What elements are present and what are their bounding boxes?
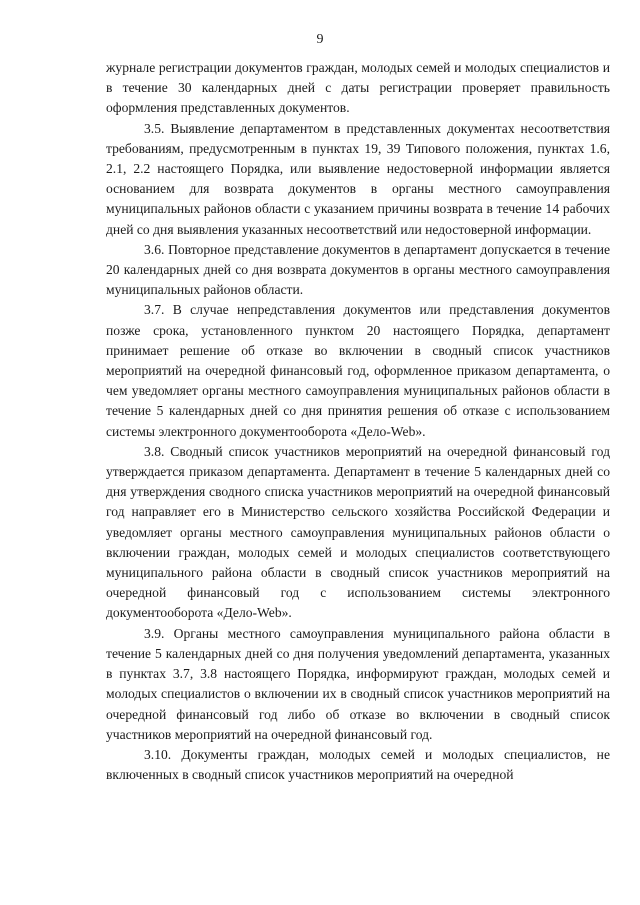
paragraph-3-8: 3.8. Сводный список участников мероприятий на очередной финансовый год утверждается приказом департамента. Департамент в течение 5 календарных дней со дня утверждения сводного списка участников мероприятий на очередной финансовый год направляет его в Министерство сельского хозяйства Российской Федерации и уведомляет органы местного самоуправления муниципальных районов области о включении граждан, молодых семей и молодых специалистов соответствующего муниципального района области в сводный список участников мероприятий на очередной финансовый год с использованием системы электронного документооборота «Дело-Web». [106,443,610,621]
paragraph-3-7: 3.7. В случае непредставления документов или представления документов позже срока, установленного пунктом 20 настоящего Порядка, департамент принимает решение об отказе во включении в сводный список участников мероприятий на очередной финансовый год, оформленное приказом департамента, о чем уведомляет органы местного самоуправления муниципальных районов области в течение 5 календарных дней со дня принятия решения об отказе с использованием системы электронного документооборота «Дело-Web». [106,302,610,439]
document-body [106,58,610,785]
paragraph-3-10: 3.10. Документы граждан, молодых семей и молодых специалистов, не включенных в сводный список участников мероприятий на очередной [106,746,610,783]
paragraph-continuation: журнале регистрации документов граждан, молодых семей и молодых специалистов и в течение 30 календарных дней с даты регистрации проверяет правильность оформления представленных документов. [106,60,610,116]
paragraph-3-5: 3.5. Выявление департаментом в представленных документах несоответствия требованиям, предусмотренным в пунктах 19, 39 Типового положения, пунктах 1.6, 2.1, 2.2 настоящего Порядка, или выявление недостоверной информации является основанием для возврата документов в органы местного самоуправления муниципальных районов области с указанием причины возврата в течение 14 рабочих дней со дня выявления указанных несоответствий или недостоверной информации. [106,120,610,237]
paragraph-3-6: 3.6. Повторное представление документов в департамент допускается в течение 20 календарных дней со дня возврата документов в органы местного самоуправления муниципальных районов области. [106,241,610,298]
page-number: 9 [316,32,324,47]
paragraph-3-9: 3.9. Органы местного самоуправления муниципального района области в течение 5 календарных дней со дня получения уведомлений департамента, указанных в пунктах 3.7, 3.8 настоящего Порядка, информируют граждан, молодых семей и молодых специалистов о включении их в сводный список участников мероприятий на очередной финансовый год либо об отказе во включении в сводный список участников мероприятий на очередной финансовый год. [106,625,610,742]
